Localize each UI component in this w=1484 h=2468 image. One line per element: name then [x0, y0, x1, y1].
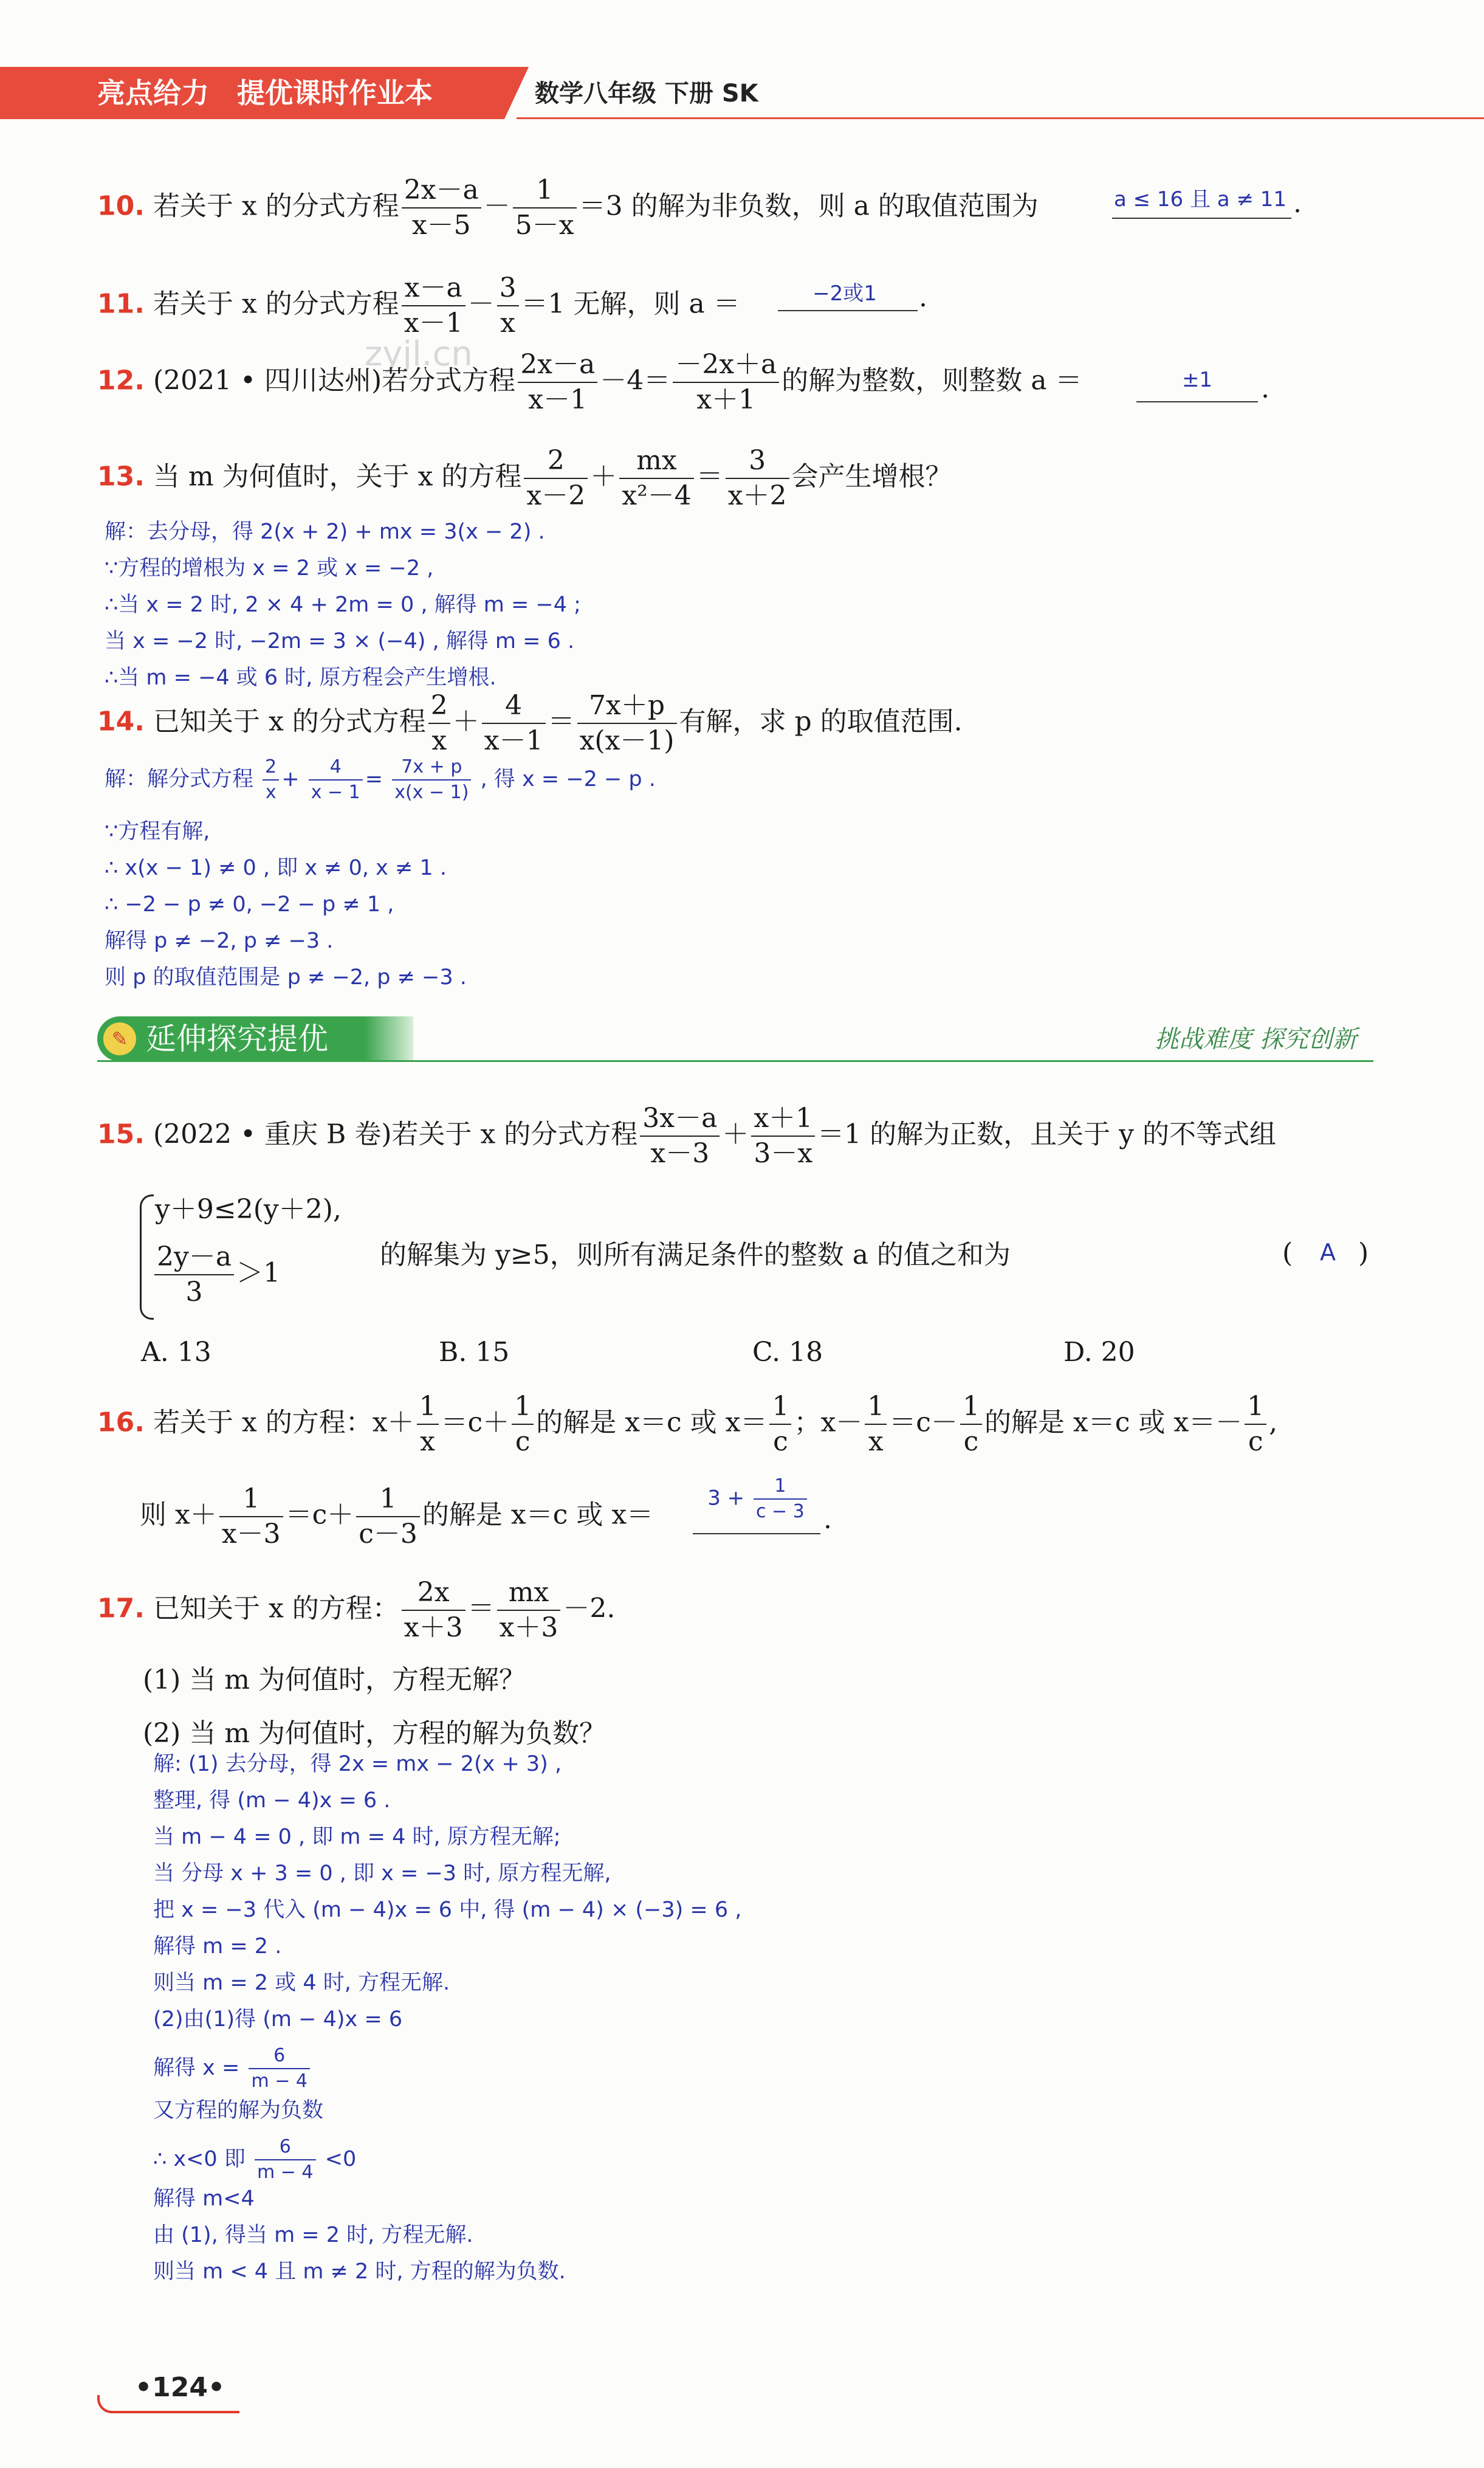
- solution-line: 当 x = −2 时, −2m = 3 × (−4) , 解得 m = 6 .: [105, 629, 575, 653]
- question-number: 17.: [97, 1593, 145, 1624]
- solution-line: 整理, 得 (m − 4)x = 6 .: [153, 1788, 391, 1813]
- operator: ＋: [722, 1119, 749, 1150]
- section-title: 延伸探究提优: [146, 1021, 328, 1056]
- fraction: $\frac{2x}{x+3}$: [402, 1576, 465, 1645]
- fraction: $\frac{3x-a}{x-3}$: [640, 1101, 720, 1171]
- fraction: $\frac{1}{x-3}$: [219, 1482, 283, 1551]
- fraction: $\frac{mx}{x+3}$: [497, 1576, 561, 1645]
- fraction: $\frac{1}{c}$: [1245, 1390, 1266, 1459]
- fraction: $\frac{4}{x-1}$: [482, 689, 546, 758]
- inequality-2: $\frac{2y-a}{3}$ ＞1: [152, 1240, 280, 1309]
- question-text: ,: [1269, 1407, 1278, 1438]
- fraction: $\frac{2x-a}{x-5}$: [402, 173, 481, 243]
- question-number: 11.: [97, 288, 145, 320]
- question-number: 14.: [97, 706, 145, 737]
- question-text: 的解为整数，则整数 a ＝: [782, 365, 1082, 396]
- answer-10: a ≤ 16 且 a ≠ 11: [1113, 187, 1287, 212]
- paren-right: ): [1358, 1238, 1369, 1269]
- answer-11: −2或1: [812, 281, 877, 306]
- question-text: ＝c＋: [285, 1499, 354, 1531]
- fraction: $\frac{1}{c - 3}$: [754, 1474, 807, 1524]
- question-16: [97, 1390, 1277, 1459]
- solution-line: 解：去分母，得 2(x + 2) + mx = 3(x − 2) .: [105, 520, 545, 544]
- punctuation: .: [1293, 188, 1302, 219]
- question-text: 已知关于 x 的分式方程: [153, 706, 426, 737]
- question-number: 15.: [97, 1119, 145, 1150]
- option-a: A. 13: [141, 1337, 211, 1368]
- question-text: 当 m 为何值时，关于 x 的方程: [153, 461, 522, 492]
- operator: ＝: [467, 1593, 495, 1624]
- fraction: $\frac{6}{m - 4}$: [255, 2135, 316, 2185]
- question-13: [97, 444, 952, 513]
- fraction: $\frac{1}{x}$: [417, 1390, 439, 1459]
- solution-line: ∴ x(x − 1) ≠ 0 , 即 x ≠ 0, x ≠ 1 .: [105, 856, 447, 880]
- question-10: [97, 173, 1039, 243]
- fraction: $\frac{7x+p}{x(x-1)}$: [577, 689, 677, 758]
- question-text: ＝c－: [889, 1407, 958, 1438]
- sub-question-1: (1) 当 m 为何值时，方程无解？: [143, 1664, 526, 1695]
- question-number: 12.: [97, 365, 145, 396]
- question-17: [97, 1576, 615, 1645]
- fraction: $\frac{2}{x}$: [263, 755, 279, 805]
- section-line: [97, 1060, 1373, 1062]
- operator: －4＝: [600, 365, 671, 396]
- solution-text: <0: [325, 2147, 357, 2171]
- option-c: C. 18: [752, 1337, 823, 1368]
- answer-blank: [1136, 401, 1258, 402]
- section-right: 挑战难度 探究创新: [1155, 1025, 1357, 1053]
- solution-line: 把 x = −3 代入 (m − 4)x = 6 中, 得 (m − 4) × (−3) = 6 ,: [153, 1898, 742, 1922]
- fraction: $\frac{6}{m - 4}$: [249, 2044, 310, 2094]
- fraction: $\frac{2}{x-2}$: [524, 444, 588, 513]
- solution-line: 则当 m = 2 或 4 时, 方程无解.: [153, 1971, 450, 1995]
- fraction: $\frac{1}{5-x}$: [513, 173, 577, 243]
- operator: ＋: [590, 461, 617, 492]
- solution-line: 解得 p ≠ −2, p ≠ −3 .: [105, 929, 334, 953]
- watermark: zyjl.cn: [365, 334, 473, 374]
- question-text: 若关于 x 的分式方程: [153, 288, 399, 320]
- solution-line: ∴ −2 − p ≠ 0, −2 − p ≠ 1 ,: [105, 892, 394, 917]
- question-text: 的解是 x＝c 或 x＝－: [984, 1407, 1243, 1438]
- question-text: ＝1 的解为正数，且关于 y 的不等式组: [817, 1119, 1276, 1150]
- option-b: B. 15: [439, 1337, 510, 1368]
- question-text: 的解集为 y≥5，则所有满足条件的整数 a 的值之和为: [380, 1239, 1011, 1270]
- solution-text: ∴ x<0 即: [153, 2147, 246, 2171]
- answer-text: 3 +: [707, 1486, 745, 1511]
- solution-line: 由 (1), 得当 m = 2 时, 方程无解.: [153, 2223, 473, 2247]
- question-text: ＝1 无解，则 a ＝: [521, 288, 740, 320]
- section-banner-fade: [365, 1016, 413, 1061]
- header-subtitle: 提优课时作业本: [237, 77, 433, 109]
- page-number: •124•: [135, 2372, 225, 2403]
- fraction: $\frac{2y-a}{3}$: [154, 1240, 234, 1309]
- question-text: 的解是 x＝c 或 x＝: [422, 1499, 654, 1531]
- header-book: 数学八年级 下册 SK: [535, 80, 758, 108]
- answer-12: ±1: [1181, 368, 1213, 392]
- fraction: $\frac{3}{x+2}$: [726, 444, 789, 513]
- answer-blank: [1112, 218, 1291, 219]
- question-text: 有解，求 p 的取值范围.: [679, 706, 963, 737]
- operator: －: [483, 190, 510, 222]
- operator: ＝: [696, 461, 723, 492]
- fraction: $\frac{mx}{\text{x²－4}}$: [619, 444, 693, 513]
- solution-line: 解得 m = 2 .: [153, 1934, 282, 1959]
- solution-line: [153, 2044, 312, 2094]
- operator: ＝: [548, 706, 575, 737]
- inequality-1: y＋9≤2(y＋2),: [155, 1194, 342, 1225]
- solution-line: 解: (1) 去分母，得 2x = mx − 2(x + 3) ,: [153, 1752, 562, 1776]
- question-text: ＝c＋: [441, 1407, 510, 1438]
- question-12: [97, 348, 1082, 417]
- question-text: 会产生增根？: [791, 461, 952, 492]
- answer-blank: [778, 310, 918, 311]
- solution-text: , 得 x = −2 − p .: [480, 767, 656, 791]
- question-text: (2021 • 四川达州)若分式方程: [153, 365, 516, 396]
- solution-line: (2)由(1)得 (m − 4)x = 6: [153, 2007, 403, 2032]
- question-text: (2022 • 重庆 B 卷)若关于 x 的分式方程: [153, 1119, 638, 1150]
- fraction: $\frac{-2x+a}{x+1}$: [673, 348, 779, 417]
- paren-left: (: [1282, 1238, 1293, 1269]
- solution-line: 当 分母 x + 3 = 0 , 即 x = −3 时, 原方程无解,: [153, 1861, 611, 1886]
- fraction: $\frac{1}{c}$: [960, 1390, 982, 1459]
- answer-blank: [693, 1533, 820, 1534]
- fraction: $\frac{4}{x - 1}$: [309, 755, 363, 805]
- punctuation: .: [1261, 373, 1269, 404]
- question-text: ；x－: [794, 1407, 863, 1438]
- solution-text: 解：解分式方程: [105, 767, 254, 791]
- question-16-line2: [140, 1482, 653, 1551]
- answer-15: A: [1320, 1239, 1336, 1266]
- solution-line: ∴当 x = 2 时, 2 × 4 + 2m = 0 , 解得 m = −4 ;: [105, 593, 581, 617]
- fraction: $\frac{1}{x}$: [865, 1390, 887, 1459]
- operator: ＋: [452, 706, 479, 737]
- punctuation: .: [823, 1504, 832, 1535]
- fraction: $\frac{1}{c}$: [769, 1390, 791, 1459]
- question-text: 若关于 x 的方程：x＋: [153, 1407, 414, 1438]
- solution-line: ∵方程的增根为 x = 2 或 x = −2 ,: [105, 556, 434, 581]
- fraction: $\frac{x-a}{x-1}$: [402, 271, 465, 340]
- operator: －: [467, 288, 495, 320]
- fraction: $\frac{1}{c}$: [512, 1390, 534, 1459]
- question-number: 13.: [97, 461, 145, 492]
- question-number: 10.: [97, 190, 145, 222]
- fraction: $\frac{1}{c-3}$: [356, 1482, 420, 1551]
- question-11: [97, 271, 740, 340]
- fraction: $\frac{2x-a}{x-1}$: [518, 348, 597, 417]
- question-14: [97, 689, 963, 758]
- question-number: 16.: [97, 1407, 145, 1438]
- solution-line: 则当 m < 4 且 m ≠ 2 时, 方程的解为负数.: [153, 2259, 566, 2284]
- solution-line: ∵方程有解,: [105, 819, 210, 844]
- header-line: [517, 117, 1484, 119]
- header-brand: 亮点给力: [97, 77, 209, 109]
- question-15: [97, 1101, 1276, 1171]
- fraction: $\frac{x+1}{3-x}$: [751, 1101, 815, 1171]
- question-text: 的解是 x＝c 或 x＝: [536, 1407, 768, 1438]
- fraction: $\frac{3}{x}$: [497, 271, 519, 340]
- answer-16: [698, 1474, 819, 1524]
- punctuation: .: [919, 282, 927, 313]
- question-text: －2.: [563, 1593, 616, 1624]
- solution-line: [153, 2135, 356, 2185]
- solution-line: 解得 m<4: [153, 2187, 255, 2211]
- question-text: 若关于 x 的分式方程: [153, 190, 399, 222]
- question-text: ＝3 的解为非负数，则 a 的取值范围为: [579, 190, 1039, 222]
- question-text: 已知关于 x 的方程：: [153, 1593, 399, 1624]
- question-text: 则 x＋: [140, 1499, 217, 1531]
- sub-question-2: (2) 当 m 为何值时，方程的解为负数？: [143, 1718, 606, 1749]
- solution-line: 解：解分式方程 $\frac{2}{x}$ + $\frac{4}{x - 1}$ = $\frac{7x + p}{x(x - 1)}$ , 得 x = −2 − p .: [105, 755, 656, 805]
- solution-line: 当 m − 4 = 0 , 即 m = 4 时, 原方程无解;: [153, 1825, 561, 1849]
- solution-line: ∴当 m = −4 或 6 时, 原方程会产生增根.: [105, 666, 496, 690]
- solution-text: 解得 x =: [153, 2056, 240, 2080]
- solution-line: 又方程的解为负数: [153, 2098, 324, 2123]
- fraction: $\frac{7x + p}{x(x - 1)}$: [392, 755, 471, 805]
- pencil-icon: ✎: [103, 1022, 136, 1055]
- solution-line: 则 p 的取值范围是 p ≠ −2, p ≠ −3 .: [105, 965, 467, 990]
- option-d: D. 20: [1063, 1337, 1135, 1368]
- fraction: $\frac{2}{x}$: [428, 689, 450, 758]
